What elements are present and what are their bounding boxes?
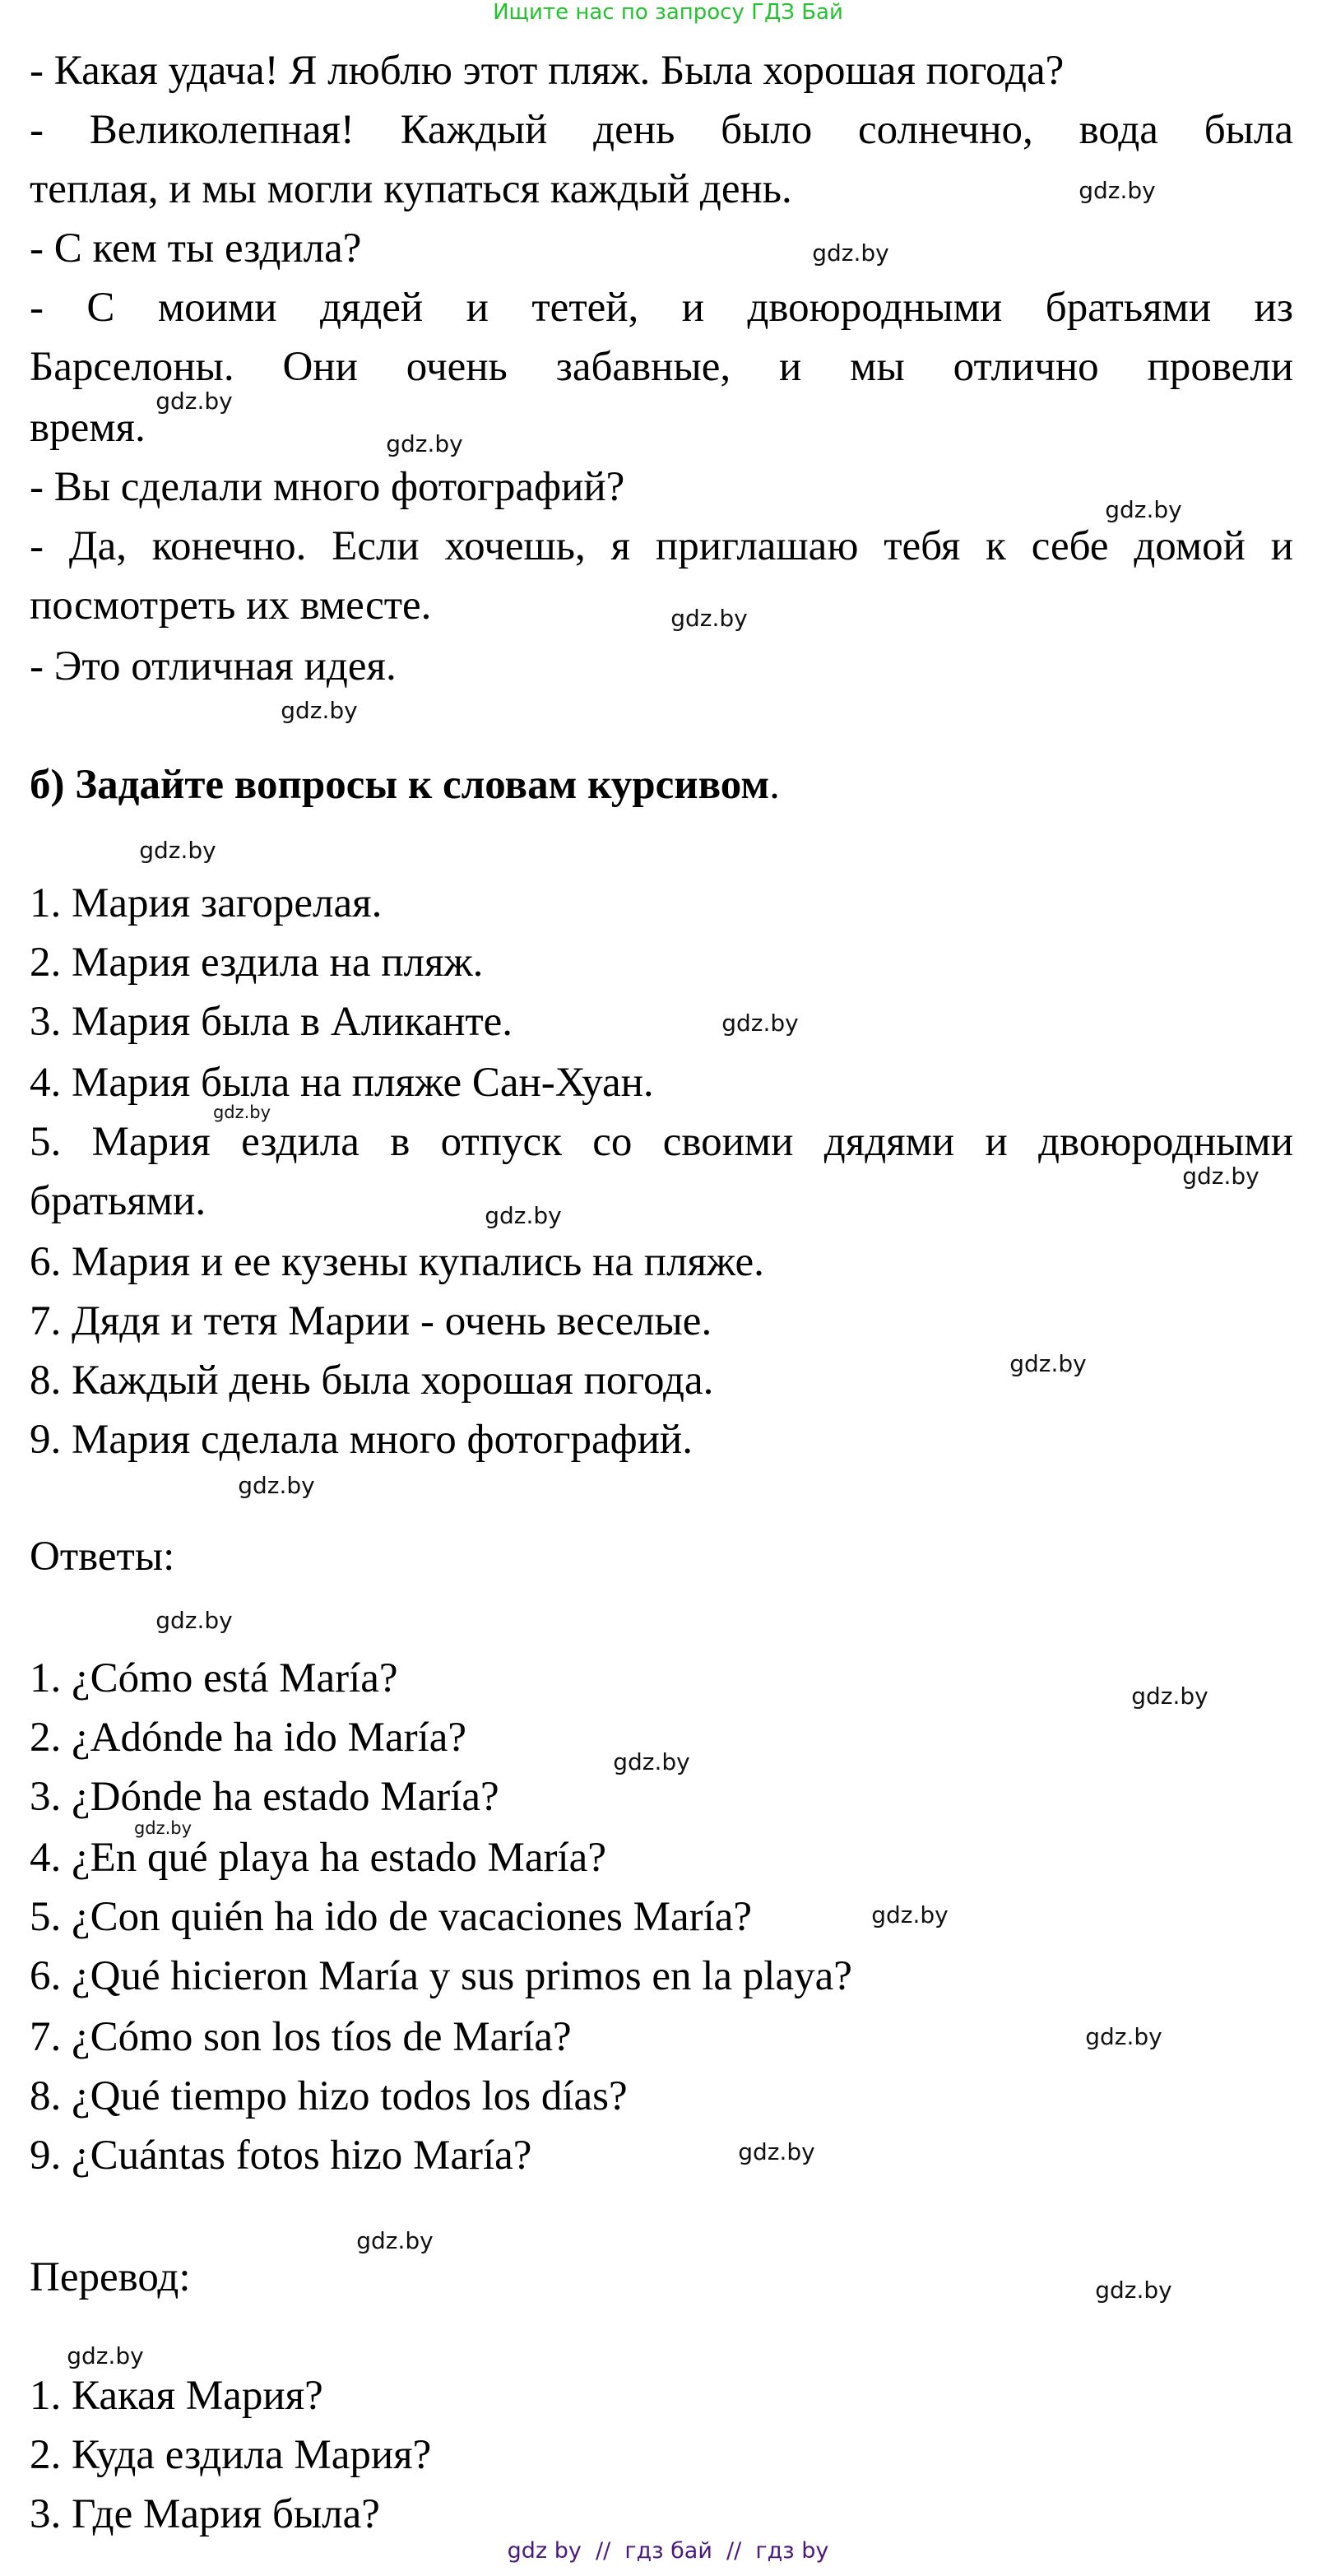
answer-item: 4. ¿En qué playa ha estado María? (30, 1835, 606, 1881)
watermark: gdz.by (1079, 177, 1156, 204)
dialogue-line: теплая, и мы могли купаться каждый день. (30, 166, 792, 212)
task-item: 9. Мария сделала много фотографий. (30, 1417, 693, 1463)
dialogue-line: посмотреть их вместе. (30, 583, 432, 629)
watermark: gdz.by (670, 605, 748, 632)
watermark: gdz.by (133, 1818, 193, 1838)
watermark: gdz.by (812, 239, 889, 267)
dialogue-line: - Какая удача! Я люблю этот пляж. Была хорошая погода? (30, 48, 1065, 94)
watermark: gdz.by (155, 388, 233, 415)
watermark: gdz.by (871, 1901, 949, 1929)
watermark: gdz.by (238, 1472, 315, 1499)
task-item: 4. Мария была на пляже Сан-Хуан. (30, 1060, 654, 1106)
answer-item: 5. ¿Con quién ha ido de vacaciones María? (30, 1894, 753, 1940)
task-item: 1. Мария загорелая. (30, 880, 383, 926)
dialogue-line: - Вы сделали много фотографий? (30, 464, 625, 510)
watermark: gdz.by (386, 430, 463, 457)
translation-item: 2. Куда ездила Мария? (30, 2432, 432, 2478)
dialogue-line: - С кем ты ездила? (30, 225, 362, 272)
task-item: 6. Мария и ее кузены купались на пляже. (30, 1239, 764, 1285)
dialogue-line: Барселоны. Они очень забавные, и мы отлично провели (30, 344, 1293, 390)
translation-label: Перевод: (30, 2254, 191, 2300)
watermark: gdz.by (1009, 1350, 1087, 1377)
watermark: gdz.by (613, 1748, 690, 1775)
task-heading-text: б) Задайте вопросы к словам курсивом (30, 762, 770, 808)
task-item: 3. Мария была в Аликанте. (30, 999, 513, 1045)
dialogue-line: - С моими дядей и тетей, и двоюродными братьями из (30, 285, 1293, 331)
watermark: gdz.by (485, 1202, 562, 1229)
watermark: gdz.by (1085, 2023, 1162, 2050)
dialogue-line: - Да, конечно. Если хочешь, я приглашаю тебя к себе домой и (30, 523, 1293, 569)
task-heading-period: . (769, 762, 780, 808)
answer-item: 1. ¿Cómo está María? (30, 1655, 398, 1701)
search-banner[interactable]: Ищите нас по запросу ГДЗ Бай (493, 0, 843, 25)
task-item: 7. Дядя и тетя Марии - очень веселые. (30, 1298, 712, 1344)
answer-item: 6. ¿Qué hicieron María y sus primos en la playa? (30, 1953, 852, 1999)
translation-item: 1. Какая Мария? (30, 2373, 323, 2419)
answer-item: 3. ¿Dónde ha estado María? (30, 1774, 499, 1820)
watermark: gdz.by (212, 1102, 271, 1122)
watermark: gdz.by (738, 2138, 815, 2165)
watermark: gdz.by (356, 2227, 434, 2254)
dialogue-line: - Великолепная! Каждый день было солнечно, вода была (30, 107, 1293, 153)
translation-item: 3. Где Мария была? (30, 2491, 380, 2537)
watermark: gdz.by (1095, 2277, 1172, 2304)
task-item: братьями. (30, 1178, 206, 1224)
watermark: gdz.by (1182, 1163, 1259, 1190)
watermark: gdz.by (281, 697, 358, 724)
task-item: 5. Мария ездила в отпуск со своими дядями и двоюродными (30, 1119, 1293, 1165)
watermark: gdz.by (155, 1607, 233, 1634)
dialogue-line: - Это отличная идея. (30, 643, 397, 689)
answer-item: 2. ¿Adónde ha ido María? (30, 1715, 467, 1761)
answer-item: 9. ¿Cuántas fotos hizo María? (30, 2133, 532, 2179)
watermark: gdz.by (1105, 496, 1182, 523)
task-heading (30, 760, 1293, 810)
task-item: 2. Мария ездила на пляж. (30, 940, 484, 986)
dialogue-line: время. (30, 405, 146, 451)
answers-label: Ответы: (30, 1534, 175, 1580)
watermark: gdz.by (139, 837, 216, 864)
watermark: gdz.by (1131, 1683, 1208, 1710)
watermark: gdz.by (67, 2342, 144, 2369)
answer-item: 7. ¿Cómo son los tíos de María? (30, 2014, 572, 2060)
footer-links[interactable]: gdz by // гдз бай // гдз by (507, 2538, 829, 2564)
task-item: 8. Каждый день была хорошая погода. (30, 1358, 714, 1404)
watermark: gdz.by (721, 1010, 799, 1037)
answer-item: 8. ¿Qué tiempo hizo todos los días? (30, 2073, 628, 2119)
